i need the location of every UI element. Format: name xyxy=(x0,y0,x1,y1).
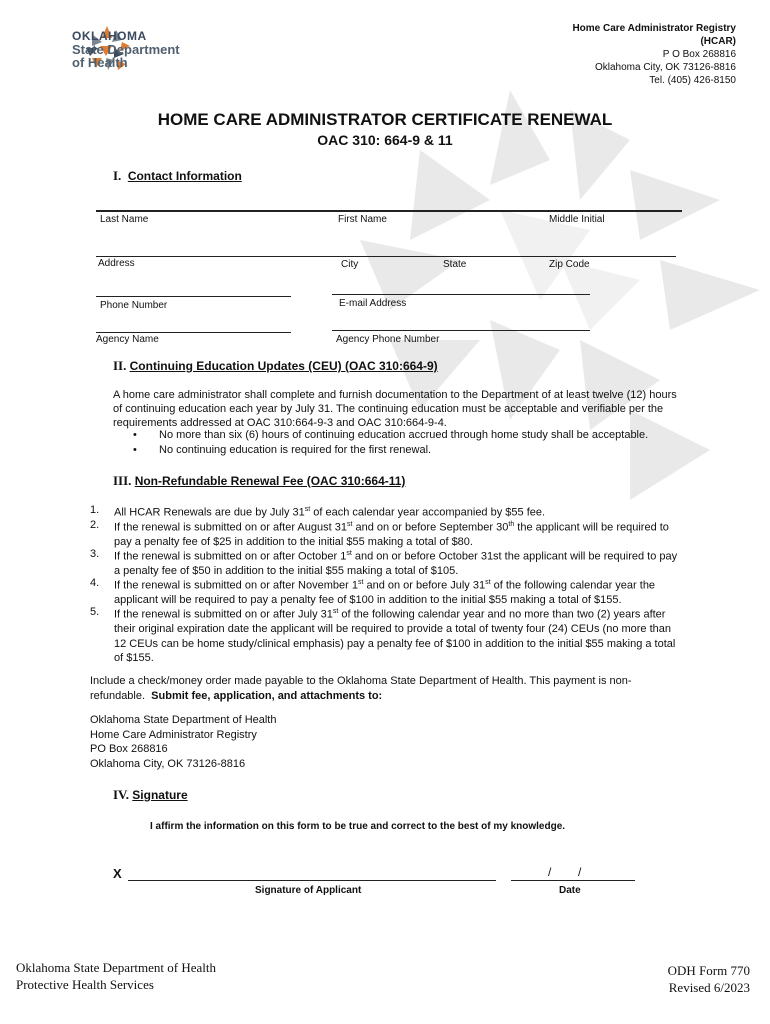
bullet-dot-icon: • xyxy=(133,429,137,441)
footer-dept: Oklahoma State Department of Health xyxy=(16,960,216,975)
mail-line-2: Home Care Administrator Registry xyxy=(90,728,257,741)
city-label: City xyxy=(341,259,359,270)
section-4-heading xyxy=(113,787,188,803)
address-line-1: Home Care Administrator Registry xyxy=(572,23,736,34)
date-line[interactable] xyxy=(511,880,635,881)
footer-form-number: ODH Form 770 xyxy=(667,963,750,978)
agency-name-label: Agency Name xyxy=(96,334,159,345)
ceu-paragraph: A home care administrator shall complete and furnish documentation to the Department of at least twelve (12) hours of continuing education each year by July 31. The continuing education must be acceptable and verifiable per the requirements addressed at OAC 310:664-9-3 and OAC 310:664-9-4. xyxy=(113,389,677,429)
address-line-2: (HCAR) xyxy=(700,36,736,47)
fee-item-1-number: 1. xyxy=(90,504,100,516)
address-label: Address xyxy=(98,258,135,269)
fee-item-5-number: 5. xyxy=(90,606,100,618)
form-subtitle: OAC 310: 664-9 & 11 xyxy=(317,132,453,148)
logo-line-2: State Department xyxy=(72,42,180,57)
email-address-label: E-mail Address xyxy=(339,298,407,309)
signature-line[interactable] xyxy=(128,880,496,881)
mail-line-1: Oklahoma State Department of Health xyxy=(90,714,277,726)
address-line-3: P O Box 268816 xyxy=(662,49,736,60)
fee-item-5-text: If the renewal is submitted on or after July 31st of the following calendar year and no more than two (2) years after their original expiration date the applicant will be required to provide a total of twenty four (24) CEUs (no more than 12 CEUs can be home study/clinical emphasis) pay a penalty fee of $100 in addition to the initial $55 making a total of $155. xyxy=(114,608,676,665)
section-2-number: II. xyxy=(113,358,127,373)
fee-item-3-number: 3. xyxy=(90,548,100,560)
zip-code-label: Zip Code xyxy=(549,259,590,270)
section-2-title: Continuing Education Updates (CEU) (OAC 310:664-9) xyxy=(129,359,438,373)
payment-bold-text: Submit fee, application, and attachments to: xyxy=(151,689,383,702)
first-name-label: First Name xyxy=(338,214,387,225)
ceu-bullet-2-text: No continuing education is required for the first renewal. xyxy=(159,444,432,456)
fee-item-4-number: 4. xyxy=(90,577,100,589)
email-address-line[interactable] xyxy=(332,294,590,295)
agency-phone-line[interactable] xyxy=(332,330,590,331)
agency-name-line[interactable] xyxy=(96,332,291,333)
section-4-title: Signature xyxy=(132,788,188,802)
ceu-bullet-1-text: No more than six (6) hours of continuing education accrued through home study shall be acceptable. xyxy=(159,429,649,441)
section-3-title: Non-Refundable Renewal Fee (OAC 310:664-11) xyxy=(134,474,406,488)
osdh-logo-text xyxy=(72,30,180,69)
section-3-heading xyxy=(113,473,405,489)
form-title: HOME CARE ADMINISTRATOR CERTIFICATE RENEWAL xyxy=(157,110,613,129)
fee-item-4-text: If the renewal is submitted on or after November 1st and on or before July 31st of the following calendar year the applicant will be required to pay a penalty fee of $100 in addition to the initial $55 making a total of $155. xyxy=(114,579,656,607)
mail-line-4: Oklahoma City, OK 73126-8816 xyxy=(90,757,246,770)
footer-right xyxy=(668,962,750,996)
fee-item-1-text: All HCAR Renewals are due by July 31st of each calendar year accompanied by $55 fee. xyxy=(114,506,546,519)
phone-number-label: Phone Number xyxy=(100,300,168,311)
name-row-line[interactable] xyxy=(96,210,682,212)
fee-item-2-number: 2. xyxy=(90,519,100,531)
footer-left xyxy=(16,959,216,993)
fee-item-2-text: If the renewal is submitted on or after August 31st and on or before September 30th the applicant will be required to pay a penalty fee of $25 in addition to the initial $55 making a total of $80. xyxy=(114,521,669,549)
bullet-dot-icon: • xyxy=(133,444,137,456)
date-slashes: / / xyxy=(548,865,582,879)
payment-instructions xyxy=(90,674,680,703)
signature-label: Signature of Applicant xyxy=(255,885,362,896)
middle-initial-label: Middle Initial xyxy=(549,214,605,225)
agency-phone-label: Agency Phone Number xyxy=(336,334,440,345)
registry-address xyxy=(572,22,736,87)
last-name-label: Last Name xyxy=(100,214,149,225)
logo-line-1: OKLAHOMA xyxy=(72,29,147,43)
footer-service: Protective Health Services xyxy=(16,977,154,992)
state-label: State xyxy=(443,259,467,270)
footer-revision: Revised 6/2023 xyxy=(668,980,750,995)
signature-x-mark: X xyxy=(113,866,122,881)
address-line-5: Tel. (405) 426-8150 xyxy=(649,75,736,86)
phone-number-line[interactable] xyxy=(96,296,291,297)
date-label: Date xyxy=(559,885,581,896)
payment-text: Include a check/money order made payable to the Oklahoma State Department of Health. This payment is non-refundable. xyxy=(90,675,632,702)
section-1-title: Contact Information xyxy=(127,169,242,183)
logo-line-3: of Health xyxy=(72,55,128,70)
section-1-heading xyxy=(113,168,242,184)
address-row-line[interactable] xyxy=(96,256,676,257)
address-line-4: Oklahoma City, OK 73126-8816 xyxy=(594,62,736,73)
fee-item-3-text: If the renewal is submitted on or after October 1st and on or before October 31st the applicant will be required to pay a penalty fee of $50 in addition to the initial $55 making a total of $105. xyxy=(114,550,678,578)
mail-line-3: PO Box 268816 xyxy=(90,743,168,756)
affirmation-statement: I affirm the information on this form to be true and correct to the best of my knowledge. xyxy=(150,821,566,832)
section-3-number: III. xyxy=(113,473,132,488)
mailing-address xyxy=(90,713,680,771)
section-1-number: I. xyxy=(113,168,122,183)
section-2-heading xyxy=(113,358,438,374)
section-4-number: IV. xyxy=(113,787,130,802)
